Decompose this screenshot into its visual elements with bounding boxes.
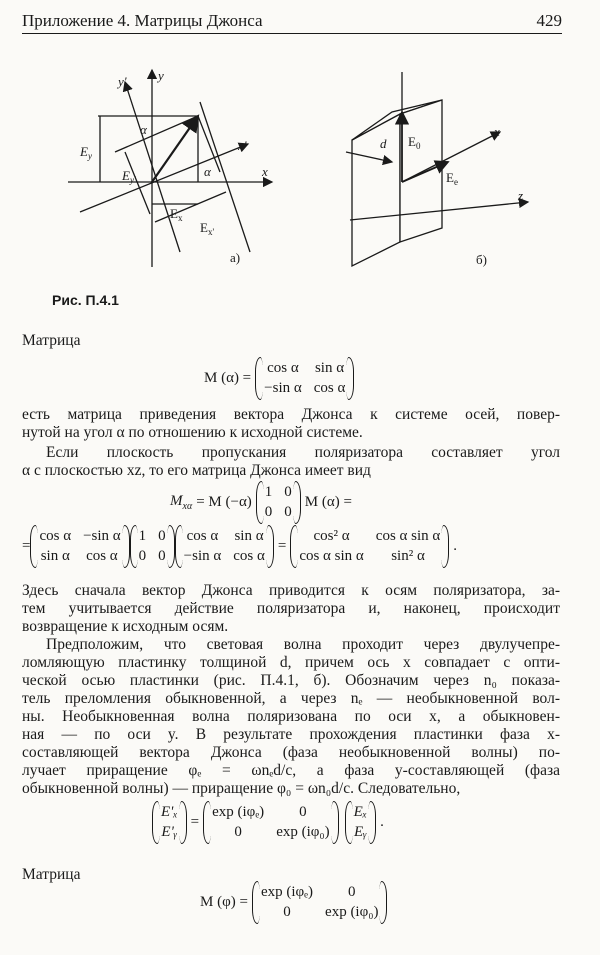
matrix-cell: exp (iφₑ) <box>260 884 314 900</box>
eq4-vector-lhs <box>152 804 187 841</box>
para4-line: ческой осью пластинки (рис. П.4.1, б). Обозначим через n₀ показа- <box>22 672 560 689</box>
matrix-cell: 0 <box>284 484 292 500</box>
matrix-cell: −sin α <box>83 528 121 544</box>
equation-1 <box>200 360 354 397</box>
eq3-matrix-c <box>175 528 274 565</box>
matrix-cell: exp (iφ₀) <box>276 824 330 840</box>
eq2-mid: = M (−α) <box>196 494 252 510</box>
para2-line: Если плоскость пропускания поляризатора составляет угол <box>46 444 560 461</box>
eq4-vector-rhs <box>345 804 376 841</box>
para4-line: ная — по оси y. В результате прохождения пластинки фаза x- <box>22 726 560 743</box>
eq4-end: . <box>380 814 384 830</box>
matrix-cell: cos α <box>186 528 219 544</box>
matrix-cell: 0 <box>299 804 307 820</box>
para4-line: обыкновенной волны) — приращение φ₀ = ωn₀d/c. Следовательно, <box>22 780 461 797</box>
matrix-cell: −sin α <box>264 380 302 396</box>
eq3-matrix-d <box>290 528 449 565</box>
label-ey-prime: $E_{y'}$ <box>122 168 136 185</box>
matrix-cell: 0 <box>158 528 166 544</box>
label-matrix-1: Матрица <box>22 332 81 349</box>
para3-line: тем учитывается действие поляризатора и, наконец, происходит <box>22 600 560 617</box>
figure-p41 <box>0 52 600 288</box>
label-ex: $E_x$ <box>170 206 183 223</box>
matrix-cell: 0 <box>283 904 291 920</box>
matrix-cell: 1 <box>264 484 273 500</box>
para1-line: есть матрица приведения вектора Джонса к системе осей, повер- <box>22 406 560 423</box>
eq5-matrix <box>252 884 388 921</box>
label-ey: $E_y$ <box>80 144 92 161</box>
figure-caption: Рис. П.4.1 <box>52 292 119 308</box>
para4-line: тель преломления обыкновенной, а через nₑ — необыкновенной вол- <box>22 690 560 707</box>
label-d: d <box>380 136 387 151</box>
matrix-cell: cos α <box>86 548 118 564</box>
label-alpha-2: α <box>204 164 211 179</box>
vector-cell: E'ₓ <box>161 804 178 820</box>
matrix-cell: cos α <box>39 528 72 544</box>
label-e0: $E_0$ <box>408 134 421 151</box>
running-header <box>22 8 562 34</box>
matrix-cell: sin α <box>314 360 345 376</box>
label-matrix-2: Матрица <box>22 866 81 883</box>
eq2-matrix <box>256 484 301 521</box>
matrix-cell: 1 <box>138 528 147 544</box>
matrix-cell: cos α <box>233 548 265 564</box>
matrix-cell: 0 <box>158 548 166 564</box>
para3-line: возвращение к исходным осям. <box>22 618 229 635</box>
panel-a-label: а) <box>230 250 241 265</box>
panel-b-diagram <box>346 72 528 266</box>
para1-line: нутой на угол α по отношению к исходной системе. <box>22 424 363 441</box>
matrix-cell: cos α sin α <box>299 548 364 564</box>
eq2-rhs: M (α) = <box>304 494 352 510</box>
matrix-cell: sin α <box>40 548 70 564</box>
equation-2 <box>170 484 356 521</box>
eq3-eq: = <box>22 538 31 554</box>
panel-a-diagram <box>68 70 272 267</box>
equation-4 <box>152 804 388 841</box>
eq5-lhs: M (φ) = <box>200 894 248 910</box>
matrix-cell: sin α <box>234 528 264 544</box>
paragraph-2 <box>22 444 560 480</box>
vector-cell: E'ᵧ <box>161 824 178 840</box>
matrix-cell: 0 <box>284 504 292 520</box>
matrix-cell: 0 <box>234 824 242 840</box>
panel-b-label: б) <box>476 252 487 267</box>
label-z-b: z <box>518 188 524 203</box>
paragraph-1 <box>22 406 560 442</box>
para4-line: ны. Необыкновенная волна поляризована по оси x, а обыкновен- <box>22 708 560 725</box>
page-number: 429 <box>536 11 562 30</box>
matrix-cell: cos α <box>313 380 346 396</box>
eq4-matrix <box>203 804 339 841</box>
eq3-matrix-a <box>30 528 129 565</box>
matrix-cell: cos² α <box>313 528 350 544</box>
label-ex-prime: $E_{x'}$ <box>200 220 215 237</box>
eq1-matrix <box>255 360 354 397</box>
vector-cell: Eᵧ <box>354 824 367 840</box>
para4-line: ломляющую пластинку толщиной d, причем ось x совпадает с опти- <box>22 654 560 671</box>
eq2-lhs: $M_{x\alpha}$ <box>170 493 193 512</box>
label-x-b: x <box>494 124 500 139</box>
label-y-prime: y' <box>118 74 127 89</box>
matrix-cell: 0 <box>348 884 356 900</box>
matrix-cell: sin² α <box>391 548 425 564</box>
header-title: Приложение 4. Матрицы Джонса <box>22 11 263 30</box>
matrix-cell: 0 <box>264 504 273 520</box>
matrix-cell: exp (iφ₀) <box>325 904 379 920</box>
vector-cell: Eₓ <box>353 804 368 820</box>
label-x: x <box>262 164 268 179</box>
paragraph-3 <box>22 582 560 636</box>
matrix-cell: exp (iφₑ) <box>212 804 265 820</box>
para4-line: лучает приращение φₑ = ωnₑd/c, а фаза y-составляющей (фаза <box>22 762 560 779</box>
para3-line: Здесь сначала вектор Джонса приводится к осям поляризатора, за- <box>22 582 560 599</box>
equation-5 <box>196 884 387 921</box>
para2-line: α с плоскостью xz, то его матрица Джонса имеет вид <box>22 462 371 479</box>
eyp-dim <box>125 152 150 214</box>
matrix-cell: 0 <box>138 548 147 564</box>
eq1-lhs: M (α) = <box>204 370 252 386</box>
label-ee: $E_e$ <box>446 170 458 187</box>
matrix-cell: cos α <box>267 360 299 376</box>
label-x-prime: x' <box>238 138 247 153</box>
matrix-cell: cos α sin α <box>375 528 441 544</box>
eq3-end: . <box>453 538 457 554</box>
paragraph-4 <box>22 636 560 798</box>
plate-side <box>400 100 442 242</box>
eq3-matrix-b <box>130 528 175 565</box>
equation-3 <box>22 528 461 565</box>
para4-line: Предположим, что световая волна проходит через двулучепре- <box>46 636 560 653</box>
label-y: y <box>158 68 164 83</box>
label-alpha-1: α <box>140 122 147 137</box>
para4-line: составляющей вектора Джонса (фаза необыкновенной волны) по- <box>22 744 560 761</box>
eq4-eq: = <box>190 814 200 830</box>
matrix-cell: −sin α <box>183 548 222 564</box>
eq3-eq-2: = <box>277 538 287 554</box>
